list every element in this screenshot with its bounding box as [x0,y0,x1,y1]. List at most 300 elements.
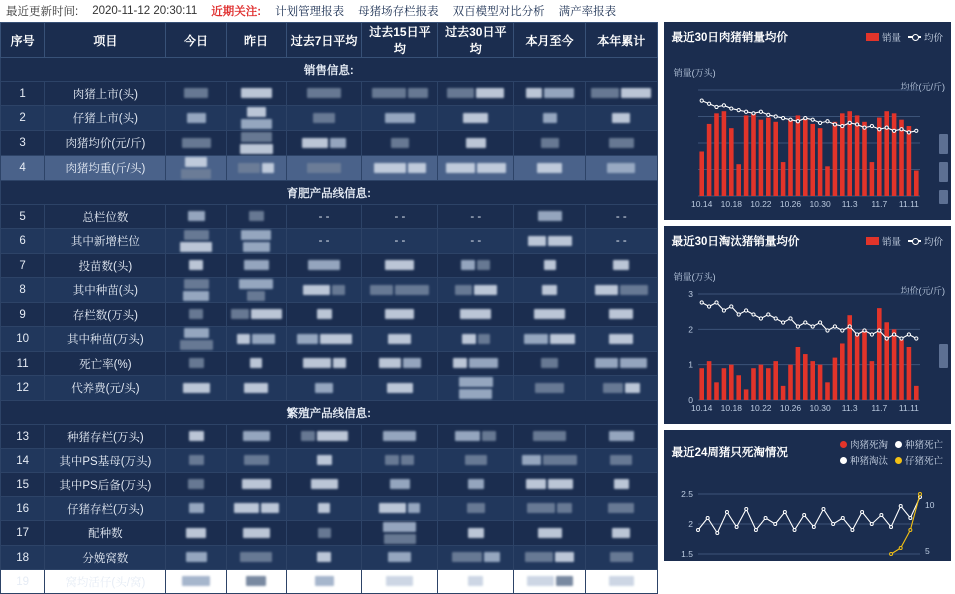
cell-value [286,473,362,497]
cell-value [438,106,514,131]
redacted-value [247,291,265,301]
chart2-y2label: 均价(元/斤) [900,286,945,296]
redacted-value [403,358,421,368]
redacted-value [525,552,553,562]
redacted-value [522,455,541,465]
cell-value [226,570,286,594]
svg-text:11.11: 11.11 [898,403,919,413]
legend-label-fatten-death: 肉猪死淘 [849,440,888,451]
redacted-value [318,503,330,513]
svg-text:10: 10 [924,499,935,510]
cell-value [585,131,657,156]
link-plan-report[interactable]: 计划管理报表 [275,6,345,18]
redacted-value [383,431,416,441]
redacted-value [246,576,266,586]
redacted-value [527,503,555,513]
cell-value [166,229,226,254]
redacted-value [526,479,546,489]
cell-item-name: 仔猪上市(头) [45,106,166,131]
cell-value [166,131,226,156]
update-time-value: 2020-11-12 20:30:11 [92,5,198,17]
cell-value [438,82,514,106]
cell-value [362,425,438,449]
cell-value [514,376,586,401]
table-row[interactable] [1,106,658,131]
cell-value: - - [438,229,514,254]
table-row[interactable] [1,473,658,497]
table-section-row [1,401,658,425]
cell-value [226,425,286,449]
cell-value [226,521,286,546]
chart1-title: 最近30日肉猪销量均价 [671,32,788,44]
redacted-value [307,88,341,98]
cell-value [585,156,657,181]
table-row[interactable] [1,521,658,546]
cell-value [362,376,438,401]
redacted-value [370,285,393,295]
cell-value [226,303,286,327]
table-row[interactable] [1,303,658,327]
table-row[interactable] [1,425,658,449]
cell-value [514,82,586,106]
legend-label-price: 均价 [923,33,943,44]
redacted-value [462,334,476,344]
cell-value [362,106,438,131]
table-row[interactable] [1,229,658,254]
cell-value [226,106,286,131]
svg-text:10.26: 10.26 [779,403,801,413]
col-index: 序号 [1,23,45,58]
redacted-value [231,309,249,319]
table-row[interactable] [1,327,658,352]
legend-label-piglet-death: 仔猪死亡 [904,456,943,467]
redacted-value [311,479,338,489]
cell-value [226,327,286,352]
svg-text:2: 2 [687,324,693,335]
redacted-value [401,455,414,465]
legend-item-piglet-death[interactable] [895,453,943,467]
chart1-scroll-marker-3[interactable] [939,190,948,204]
legend-item-volume-2[interactable] [866,234,901,248]
redacted-value [408,163,426,173]
redacted-value [247,107,266,117]
cell-value [438,425,514,449]
table-row[interactable] [1,278,658,303]
redacted-value [333,358,346,368]
yellow-dot-icon [895,457,902,464]
cell-value [286,546,362,570]
cell-value [166,205,226,229]
redacted-value [241,119,272,129]
cell-index: 13 [1,425,45,449]
charts-column [664,22,951,563]
cell-value [362,449,438,473]
redacted-value [318,528,331,538]
table-row[interactable] [1,497,658,521]
cell-value [166,106,226,131]
cell-value [362,254,438,278]
redacted-value [189,503,204,513]
svg-text:2: 2 [687,519,693,529]
redacted-value [261,503,279,513]
cell-value [166,521,226,546]
redacted-value [395,285,429,295]
cell-value [514,156,586,181]
legend-item-price-2[interactable] [908,234,943,248]
cell-value [362,82,438,106]
cell-item-name: 存栏数(万头) [45,303,166,327]
cell-value [514,205,586,229]
redacted-value [252,334,275,344]
redacted-value [244,383,268,393]
cell-value [438,327,514,352]
cell-item-name: 其中种苗(头) [45,278,166,303]
cell-value [286,278,362,303]
table-section-title: 繁殖产品线信息: [1,401,658,425]
table-row[interactable] [1,156,658,181]
cell-value [362,303,438,327]
redacted-value [180,340,213,350]
redacted-value [608,503,634,513]
cell-item-name: 其中PS基母(万头) [45,449,166,473]
redacted-value [526,88,542,98]
redacted-value [468,576,483,586]
cell-value [438,473,514,497]
redacted-value [183,291,209,301]
cell-value [166,303,226,327]
svg-text:1.5: 1.5 [680,549,693,559]
table-section-title: 育肥产品线信息: [1,181,658,205]
cell-value [514,303,586,327]
redacted-value [555,552,574,562]
cell-value [166,82,226,106]
redacted-value [379,503,406,513]
redacted-value [557,503,572,513]
svg-text:3: 3 [687,289,693,299]
legend-label-breeder-death: 种猪死亡 [904,440,943,451]
redacted-value [556,576,573,586]
redacted-value [408,88,428,98]
cell-value [514,425,586,449]
cell-value [514,521,586,546]
cell-index: 5 [1,205,45,229]
cell-item-name: 总栏位数 [45,205,166,229]
redacted-value [459,389,492,399]
redacted-value [446,163,475,173]
cell-value [226,156,286,181]
table-row[interactable] [1,376,658,401]
cell-value [286,156,362,181]
legend-item-fatten-death[interactable] [840,437,888,451]
redacted-value [182,138,211,148]
legend-label-breeder-cull: 种猪淘汰 [849,456,888,467]
cell-value [226,497,286,521]
cell-item-name: 仔猪存栏(万头) [45,497,166,521]
cell-value [362,546,438,570]
cell-item-name: 死亡率(%) [45,352,166,376]
svg-text:11.11: 11.11 [898,199,919,209]
table-section-row [1,58,658,82]
link-model-compare[interactable]: 双百模型对比分析 [452,6,545,18]
cell-value [438,546,514,570]
cell-value: - - [362,229,438,254]
link-sow-inventory-report[interactable]: 母猪场存栏报表 [358,6,439,18]
cell-value [438,521,514,546]
redacted-value [243,242,270,252]
cell-value [166,278,226,303]
redacted-value [469,358,498,368]
legend-item-breeder-death[interactable] [895,437,943,451]
cell-value [166,352,226,376]
redacted-value [185,157,207,167]
cell-value: - - [585,205,657,229]
redacted-value [385,455,399,465]
redacted-value [189,260,203,270]
legend-item-price[interactable] [908,30,943,44]
table-row[interactable] [1,254,658,278]
redacted-value [301,431,315,441]
redacted-value [391,138,409,148]
cell-item-name: 分娩窝数 [45,546,166,570]
cell-value [226,254,286,278]
redacted-value [244,455,269,465]
cell-value [585,570,657,594]
chart1-scroll-marker[interactable] [939,134,948,154]
top-status-bar [0,0,955,22]
redacted-value [317,455,332,465]
col-avg30: 过去30日平均 [438,23,514,58]
table-row[interactable] [1,449,658,473]
legend-item-volume[interactable] [866,30,901,44]
cell-index: 17 [1,521,45,546]
white-dot-icon [840,457,847,464]
redacted-value [330,138,346,148]
cell-value [514,327,586,352]
cell-value [286,82,362,106]
redacted-value [609,576,634,586]
redacted-value [610,455,632,465]
redacted-value [533,431,566,441]
cell-value [286,570,362,594]
redacted-value [609,431,634,441]
chart3-title: 最近24周猪只死淘情况 [671,447,788,459]
cell-value [438,254,514,278]
cell-item-name: 种猪存栏(万头) [45,425,166,449]
cell-value [226,131,286,156]
cell-index: 7 [1,254,45,278]
table-row[interactable] [1,570,658,594]
cell-value [585,449,657,473]
redacted-value [478,334,490,344]
line-swatch-icon [908,36,921,38]
col-year-to-date: 本年累计 [585,23,657,58]
cell-value [438,303,514,327]
chart3-legend [840,437,943,467]
red-dot-icon [840,441,847,448]
update-time-label: 最近更新时间: [6,6,79,18]
redacted-value [188,211,205,221]
cell-value [362,278,438,303]
table-row[interactable] [1,82,658,106]
redacted-value [460,309,491,319]
redacted-value [241,132,272,142]
redacted-value [609,309,633,319]
redacted-value [613,260,629,270]
redacted-value [186,552,207,562]
cell-value [286,254,362,278]
redacted-value [465,455,487,465]
redacted-value [388,334,411,344]
redacted-value [614,479,629,489]
bar-swatch-icon [866,237,879,245]
redacted-value [543,455,577,465]
redacted-value [241,88,272,98]
chart1-legend [866,30,943,44]
redacted-value [466,138,486,148]
redacted-value [527,576,554,586]
cell-value [166,570,226,594]
cell-value: - - [286,229,362,254]
cell-value [226,229,286,254]
chart2-scroll-marker[interactable] [939,344,948,368]
svg-text:11.7: 11.7 [870,403,887,413]
svg-text:11.7: 11.7 [870,199,887,209]
chart2-plot [664,288,952,418]
redacted-value [383,522,416,532]
redacted-value [476,88,504,98]
redacted-value [467,503,485,513]
svg-text:10.14: 10.14 [690,403,712,413]
redacted-value [535,383,564,393]
cell-value [226,449,286,473]
redacted-value [184,328,209,338]
cell-value [362,352,438,376]
cell-value [585,425,657,449]
cell-value [166,497,226,521]
cell-value [362,570,438,594]
cell-index: 9 [1,303,45,327]
redacted-value [461,260,475,270]
redacted-value [625,383,640,393]
metrics-table-body [1,58,658,594]
legend-label-price-2: 均价 [923,237,943,248]
cell-item-name: 窝均活仔(头/窝) [45,570,166,594]
redacted-value [468,479,484,489]
legend-item-breeder-cull[interactable] [840,453,888,467]
line-swatch-icon [908,240,921,242]
metrics-table-panel[interactable] [0,22,658,589]
redacted-value [188,479,204,489]
cell-value [514,473,586,497]
cell-value [226,473,286,497]
redacted-value [189,431,204,441]
cell-value [226,546,286,570]
svg-text:5: 5 [924,546,930,556]
chart1-header [664,22,951,47]
redacted-value [550,334,575,344]
cell-item-name: 其中种苗(万头) [45,327,166,352]
redacted-value [543,113,557,123]
redacted-value [315,576,334,586]
cell-index: 4 [1,156,45,181]
cell-value [166,449,226,473]
redacted-value [528,236,546,246]
cell-index: 8 [1,278,45,303]
redacted-value [388,552,411,562]
cell-value [226,376,286,401]
chart2-title: 最近30日淘汰猪销量均价 [671,236,800,248]
cell-value [166,254,226,278]
table-row[interactable] [1,205,658,229]
svg-text:10.14: 10.14 [690,199,712,209]
redacted-value [612,528,630,538]
cell-index: 3 [1,131,45,156]
cell-value [514,449,586,473]
redacted-value [303,358,331,368]
link-capacity-report[interactable]: 满产率报表 [558,6,617,18]
cell-value [438,376,514,401]
svg-text:0: 0 [687,395,693,405]
svg-text:11.3: 11.3 [841,199,858,209]
redacted-value [239,279,273,289]
cell-index: 16 [1,497,45,521]
redacted-value [609,334,633,344]
redacted-value [455,285,472,295]
redacted-value [408,503,420,513]
cell-value [166,156,226,181]
cell-value [585,254,657,278]
redacted-value [182,576,210,586]
redacted-value [607,163,635,173]
cell-value: - - [286,205,362,229]
chart3-plot [664,488,952,560]
col-avg15: 过去15日平均 [362,23,438,58]
cell-value [585,82,657,106]
table-row[interactable] [1,546,658,570]
redacted-value [548,236,572,246]
redacted-value [384,534,416,544]
redacted-value [609,138,634,148]
redacted-value [548,479,573,489]
redacted-value [313,113,335,123]
cell-value [362,473,438,497]
redacted-value [186,528,206,538]
table-row[interactable] [1,131,658,156]
legend-label-volume-2: 销量 [881,237,901,248]
cell-value: - - [362,205,438,229]
redacted-value [459,377,493,387]
cell-value [514,570,586,594]
cell-item-name: 肉猪上市(头) [45,82,166,106]
table-row[interactable] [1,352,658,376]
chart1-ylabel: 销量(万头) [673,68,716,78]
cell-value [286,303,362,327]
chart1-scroll-marker-2[interactable] [939,162,948,182]
redacted-value [595,285,618,295]
cell-value [286,327,362,352]
cell-value [226,205,286,229]
cell-value [226,352,286,376]
cell-item-name: 其中PS后备(万头) [45,473,166,497]
cell-value [514,497,586,521]
redacted-value [621,88,651,98]
svg-text:10.18: 10.18 [720,199,742,209]
redacted-value [620,358,647,368]
redacted-value [332,285,345,295]
redacted-value [181,169,211,179]
redacted-value [542,285,557,295]
table-header-row [1,23,658,58]
